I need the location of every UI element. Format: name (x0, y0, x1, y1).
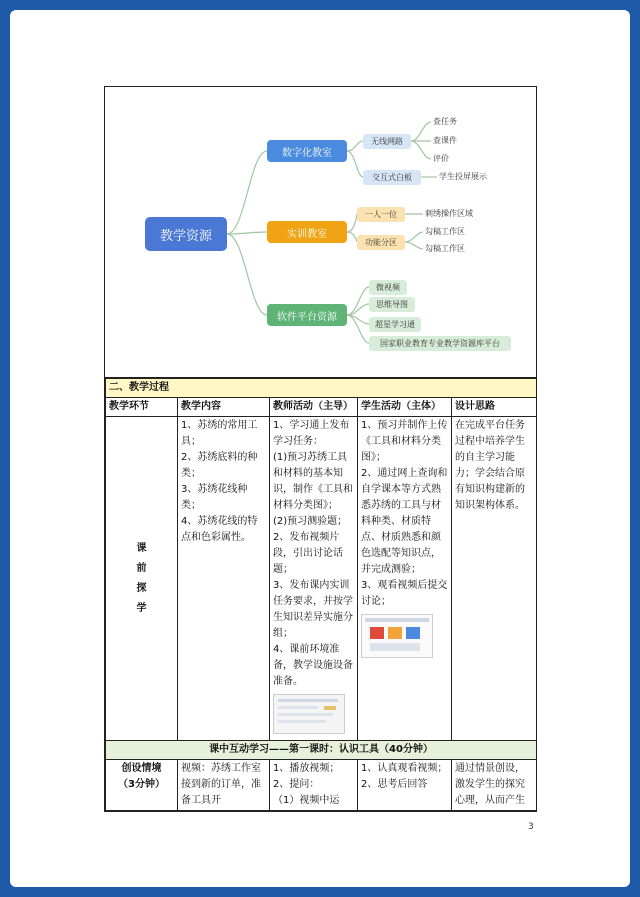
leaf-check-task: 查任务 (433, 117, 457, 126)
node-micro-video: 微视频 (369, 280, 407, 295)
mindmap-root-node: 教学资源 (145, 217, 227, 251)
leaf-draft-area-2: 勾稿工作区 (425, 244, 465, 253)
branch-digital-classroom: 数字化教室 (267, 140, 347, 162)
section-title: 二、教学过程 (106, 379, 537, 398)
node-one-person-one-seat: 一人一位 (357, 207, 405, 222)
node-national-resource-platform: 国家职业教育专业教学资源库平台 (369, 336, 511, 351)
pre-class-student: 1、预习并制作上传《工具和材料分类图》； 2、通过网上查询和自学课本等方式熟悉苏绣的工具与材料种类、材质特点、材质熟悉和颜色选配等知识点，并完成测验； 3、观看视频后提交讨论； (361, 420, 448, 607)
stage-pre-class: 课 前 探 学 (106, 417, 178, 741)
category-chart-thumbnail (361, 614, 433, 658)
lesson-plan-sheet (104, 86, 537, 812)
node-function-zones: 功能分区 (357, 235, 405, 250)
platform-screenshot-thumbnail (273, 694, 345, 734)
stage-scene: 创设情境 （3分钟） (106, 760, 178, 811)
node-chaoxing: 超星学习通 (369, 317, 421, 332)
header-content: 教学内容 (178, 398, 270, 417)
leaf-embroidery-area: 刺绣操作区域 (425, 209, 473, 218)
node-wireless-network: 无线网路 (363, 134, 411, 149)
page-number: 3 (528, 822, 534, 832)
pre-class-teacher-cell (270, 417, 358, 741)
node-interactive-whiteboard: 交互式白板 (363, 170, 421, 185)
header-design: 设计思路 (452, 398, 537, 417)
branch-software-platform: 软件平台资源 (267, 304, 347, 326)
scene-student: 1、认真观看视频； 2、思考后回答 (358, 760, 452, 811)
leaf-student-screen-share: 学生投屏展示 (439, 172, 487, 181)
header-teacher: 教师活动（主导） (270, 398, 358, 417)
in-class-title: 课中互动学习——第一课时：认识工具（40分钟） (106, 741, 537, 760)
scene-design: 通过情景创设，激发学生的探究心理，从而产生 (452, 760, 537, 811)
header-student: 学生活动（主体） (358, 398, 452, 417)
node-mind-map: 思维导图 (369, 297, 415, 312)
leaf-evaluation: 评价 (433, 154, 449, 163)
scene-content: 视频：苏绣工作室接到新的订单，准备工具开 (178, 760, 270, 811)
leaf-check-courseware: 查课件 (433, 136, 457, 145)
pre-class-student-cell (358, 417, 452, 741)
pre-class-design: 在完成平台任务过程中培养学生的自主学习能力；学会结合原有知识构建新的知识架构体系。 (452, 417, 537, 741)
teaching-process-table (105, 378, 537, 811)
pre-class-teacher: 1、学习通上发布学习任务： (1)预习苏绣工具和材料的基本知识，制作《工具和材料分类图》； (2)预习测验题； 2、发布视频片段，引出讨论话题； 3、发布课内实训任务要求，并按学生知识差异实施分组； 4、课前环境准备，教学设施设备准备。 (273, 420, 353, 687)
pre-class-content: 1、苏绣的常用工具； 2、苏绣底料的种类； 3、苏绣花线种类； 4、苏绣花线的特点和色彩属性。 (178, 417, 270, 741)
branch-training-classroom: 实训教室 (267, 221, 347, 243)
scene-teacher: 1、播放视频； 2、提问： （1）视频中运 (270, 760, 358, 811)
header-stage: 教学环节 (106, 398, 178, 417)
leaf-draft-area-1: 勾稿工作区 (425, 227, 465, 236)
teaching-resources-mindmap (105, 87, 536, 378)
